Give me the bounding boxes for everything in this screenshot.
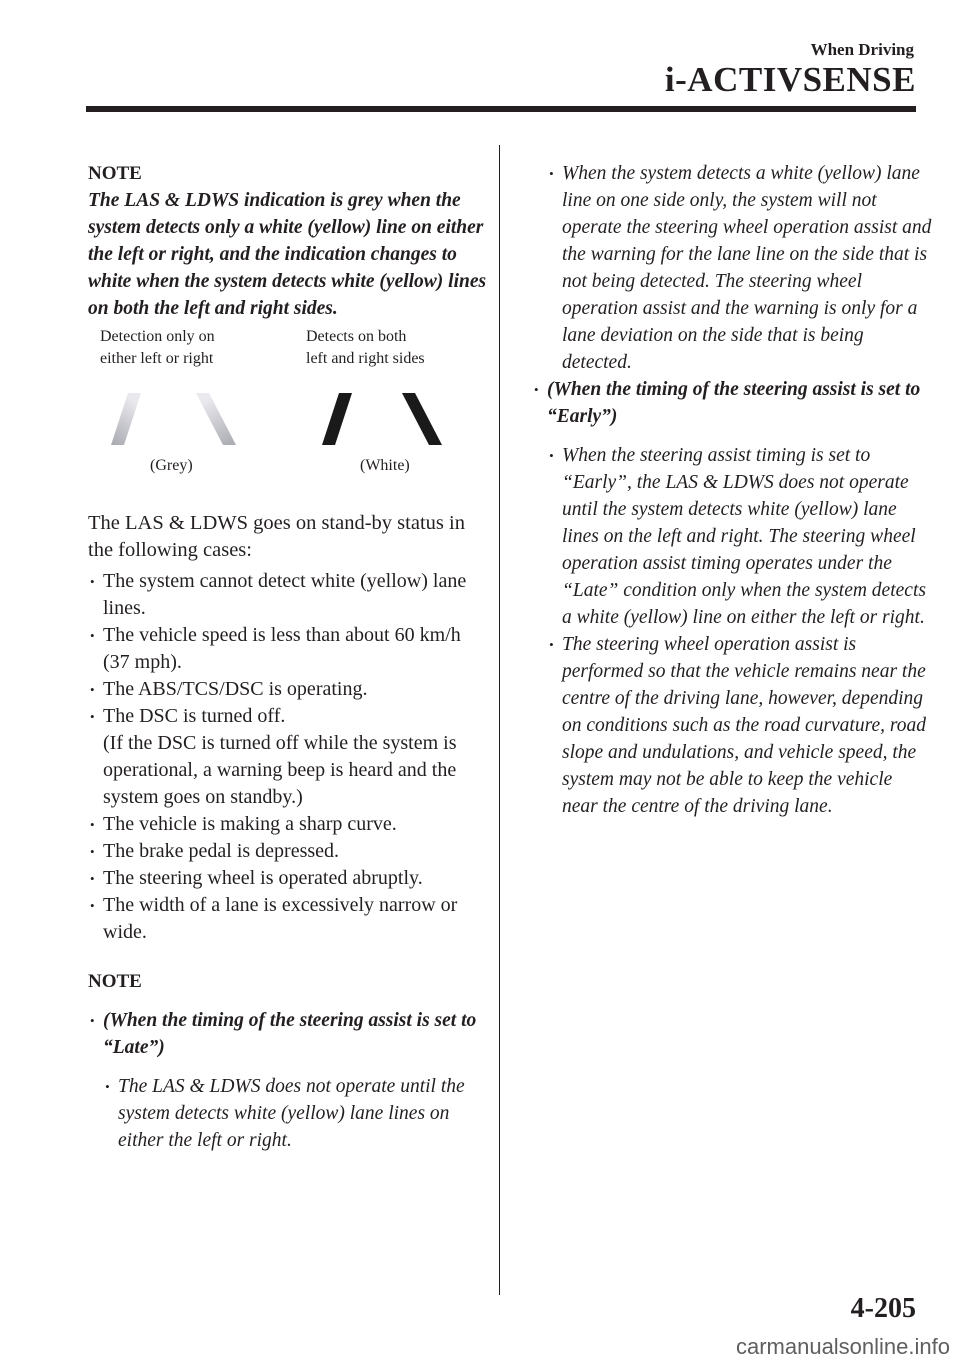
header-rule (86, 106, 916, 112)
list-item: • The steering wheel operation assist is performed so that the vehicle remains near the centre of the driving lane, however, depending on conditions such as the road curvature, road slope and undulations, and vehicle speed, the system may not be able to keep the vehicle near the centre of the driving lane. (547, 631, 932, 820)
label-white: (White) (360, 457, 410, 474)
right-column (532, 160, 932, 820)
early-timing-heading: • (When the timing of the steering assist is set to “Early”) (547, 379, 921, 427)
list-item (88, 1007, 488, 1154)
chapter-title: i-ACTIVSENSE (664, 60, 916, 99)
white-right-lane-icon (402, 393, 442, 445)
left-column (88, 160, 488, 1154)
list-item: • The vehicle is making a sharp curve. (88, 811, 488, 838)
list-item: • The steering wheel is operated abruptly. (88, 865, 488, 892)
early-timing-sublist (547, 442, 932, 820)
section-title: When Driving (810, 40, 914, 59)
standby-intro: The LAS & LDWS goes on stand-by status in the following cases: (88, 512, 465, 561)
column-divider (499, 145, 500, 1295)
list-item-note: (If the DSC is turned off while the system is operational, a warning beep is heard and the system goes on standby.) (103, 732, 457, 808)
lane-indicator-graphic (88, 324, 488, 510)
late-timing-list (88, 1007, 488, 1154)
late-timing-sublist-continued (532, 160, 932, 376)
caption-right-line1: Detects on both (306, 328, 407, 345)
late-timing-sublist (103, 1073, 488, 1154)
note-indication-text: The LAS & LDWS indication is grey when the system detects only a white (yellow) line on either the left or right, and the indication changes to white when the system detects white (yellow) lines on both the left and right sides. (88, 190, 487, 319)
list-item: • When the steering assist timing is set to “Early”, the LAS & LDWS does not operate until the system detects white (yellow) lane lines on the left and right. The steering wheel operation assist timing operates under the “Late” condition only when the system detects a white (yellow) line on either the left or right. (547, 442, 932, 631)
caption-left-line2: either left or right (100, 350, 214, 367)
note-title: NOTE (88, 971, 142, 992)
list-item: • The vehicle speed is less than about 60 km/h (37 mph). (88, 622, 488, 676)
caption-left-line1: Detection only on (100, 328, 215, 345)
list-item: • The brake pedal is depressed. (88, 838, 488, 865)
list-item: • The ABS/TCS/DSC is operating. (88, 676, 488, 703)
label-grey: (Grey) (150, 457, 193, 474)
grey-right-lane-icon (196, 393, 236, 445)
white-left-lane-icon (322, 393, 352, 445)
caption-right-line2: left and right sides (306, 350, 425, 367)
list-item (88, 703, 488, 811)
standby-case-list (88, 568, 488, 946)
note-title: NOTE (88, 163, 142, 184)
list-item: • When the system detects a white (yellow) lane line on one side only, the system will not operate the steering wheel operation assist and the warning for the lane line on the side that is not being detected. The steering wheel operation assist and the warning is only for a lane deviation on the side that is being detected. (547, 160, 932, 376)
list-item: • The width of a lane is excessively narrow or wide. (88, 892, 488, 946)
watermark: carmanualsonline.info (735, 1334, 950, 1359)
list-item: • The system cannot detect white (yellow) lane lines. (88, 568, 488, 622)
list-item: • The LAS & LDWS does not operate until the system detects white (yellow) lane lines on either the left or right. (103, 1073, 488, 1154)
list-item-text: The DSC is turned off. (103, 705, 286, 727)
grey-left-lane-icon (111, 393, 141, 445)
lane-indication-figure (88, 324, 488, 510)
late-timing-heading: • (When the timing of the steering assist is set to “Late”) (103, 1010, 477, 1058)
list-item (532, 376, 932, 820)
page-number: 4-205 (850, 1293, 916, 1324)
early-timing-list (532, 376, 932, 820)
